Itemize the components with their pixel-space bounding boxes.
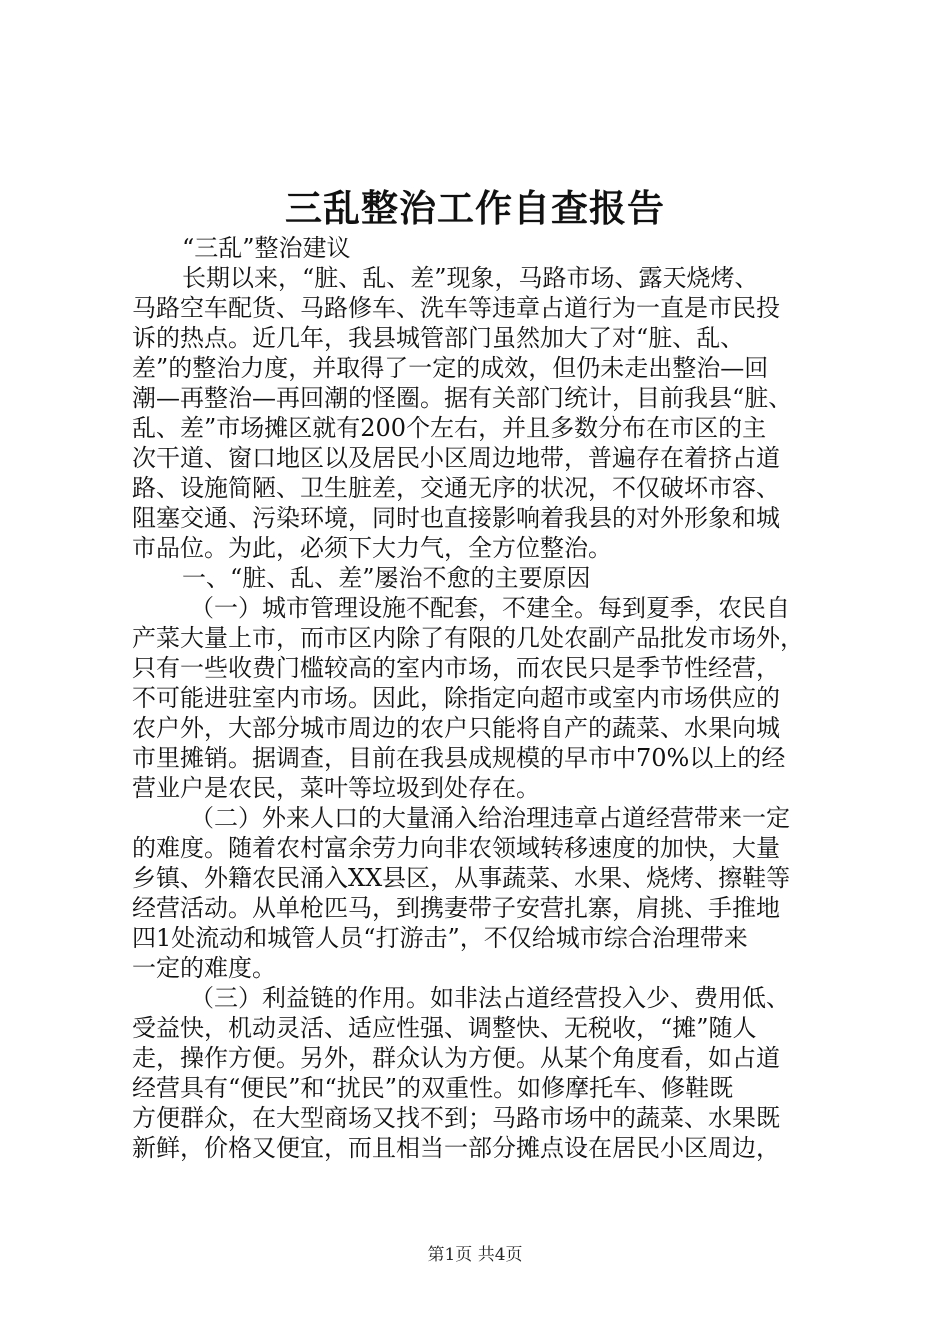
body-line: 一定的难度。 [132,954,276,982]
body-line: 阻塞交通、污染环境，同时也直接影响着我县的对外形象和城 [132,504,780,532]
body-line: 新鲜，价格又便宜，而且相当一部分摊点设在居民小区周边， [132,1134,780,1162]
body-line: 农户外，大部分城市周边的农户只能将自产的蔬菜、水果向城 [132,714,780,742]
body-line: 不可能进驻室内市场。因此，除指定向超市或室内市场供应的 [132,684,780,712]
body-line: 经营具有“便民”和“扰民”的双重性。如修摩托车、修鞋既 [132,1074,734,1102]
page-footer: 第1页 共4页 [427,1245,523,1265]
body-line: “三乱”整治建议 [182,234,351,262]
body-line: 市品位。为此，必须下大力气，全方位整治。 [132,534,612,562]
document-title: 三乱整治工作自查报告 [285,186,665,230]
body-line: 产菜大量上市，而市区内除了有限的几处农副产品批发市场外， [132,624,804,652]
body-line: 市里摊销。据调查，目前在我县成规模的早市中70%以上的经 [132,744,786,772]
body-line: （二）外来人口的大量涌入给治理违章占道经营带来一定 [190,804,790,832]
body-line: 方便群众，在大型商场又找不到；马路市场中的蔬菜、水果既 [132,1104,780,1132]
body-line: 路、设施简陋、卫生脏差，交通无序的状况，不仅破坏市容、 [132,474,780,502]
body-line: 营业户是农民，菜叶等垃圾到处存在。 [132,774,540,802]
body-line: 潮—再整治—再回潮的怪圈。据有关部门统计，目前我县“脏、 [132,384,793,412]
body-line: 的难度。随着农村富余劳力向非农领域转移速度的加快，大量 [132,834,780,862]
body-line: 只有一些收费门槛较高的室内市场，而农民只是季节性经营， [132,654,780,682]
body-line: 走，操作方便。另外，群众认为方便。从某个角度看，如占道 [132,1044,780,1072]
body-line: （一）城市管理设施不配套，不建全。每到夏季，农民自 [190,594,790,622]
body-line: 四1处流动和城管人员“打游击”，不仅给城市综合治理带来 [132,924,748,952]
body-line: 诉的热点。近几年，我县城管部门虽然加大了对“脏、乱、 [132,324,745,352]
document-body [132,233,832,1163]
body-line: 乡镇、外籍农民涌入XX县区，从事蔬菜、水果、烧烤、擦鞋等 [132,864,791,892]
body-line: 马路空车配货、马路修车、洗车等违章占道行为一直是市民投 [132,294,780,322]
body-line: 长期以来，“脏、乱、差”现象，马路市场、露天烧烤、 [182,264,759,292]
body-line: （三）利益链的作用。如非法占道经营投入少、费用低、 [190,984,790,1012]
body-line: 经营活动。从单枪匹马，到携妻带子安营扎寨，肩挑、手推地 [132,894,780,922]
body-line: 一、“脏、乱、差”屡治不愈的主要原因 [182,564,591,592]
body-line: 受益快，机动灵活、适应性强、调整快、无税收，“摊”随人 [132,1014,757,1042]
body-line: 次干道、窗口地区以及居民小区周边地带，普遍存在着挤占道 [132,444,780,472]
body-line: 乱、差”市场摊区就有200个左右，并且多数分布在市区的主 [132,414,767,442]
body-line: 差”的整治力度，并取得了一定的成效，但仍未走出整治—回 [132,354,769,382]
